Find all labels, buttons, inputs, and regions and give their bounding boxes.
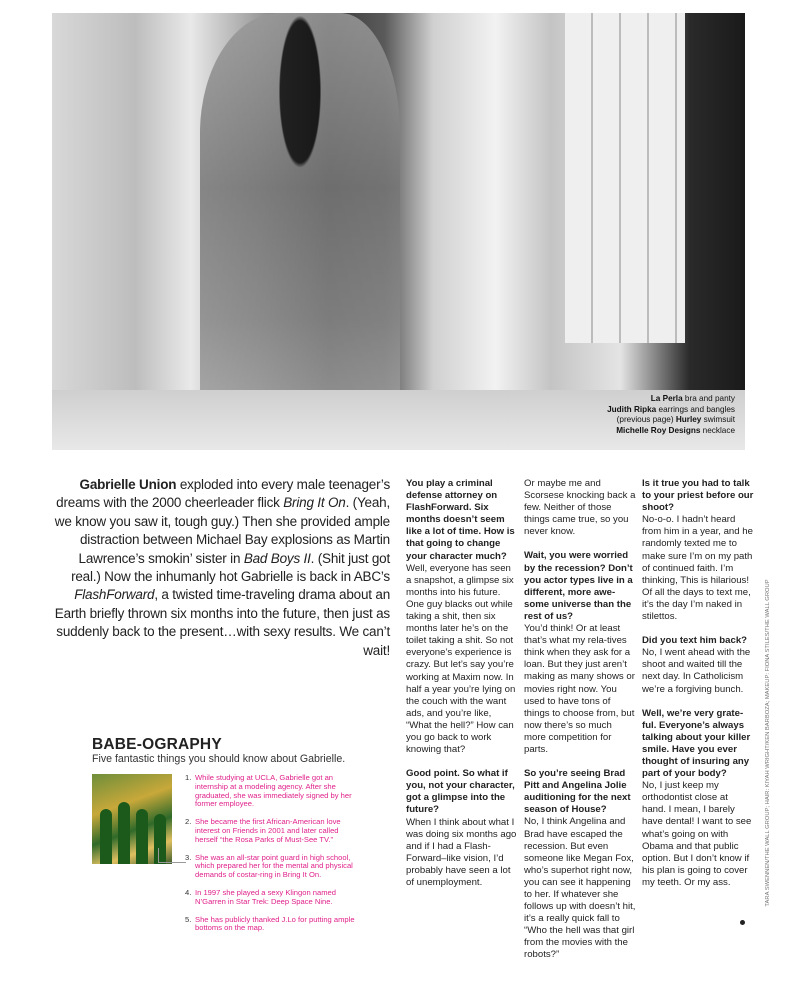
babeography-item xyxy=(185,854,355,880)
item-number: 4. xyxy=(185,887,192,897)
question: Well, we’re very grate-ful. Everyone’s always talking about your killer smile. Have you ever thought of insuring any part of your body? xyxy=(642,707,751,780)
item-number: 5. xyxy=(185,914,192,924)
intro-paragraph: Gabrielle Union exploded into every male teenager’s dreams with the 2000 cheerleader flick Bring It On. (Yeah, we know you saw it, tough guy.) Then she provided ample distraction between Michael Bay explosions as Martin Lawrence’s smokin’ sister in Bad Boys II. (Shit just got real.) Now the inhumanly hot Gabrielle is back in ABC’s FlashForward, a twisted time-traveling drama about an Earth briefly thrown six months into the future, then just as suddenly back to the present…with sexy results. We can’t wait! xyxy=(54,477,390,658)
babeography-list xyxy=(185,774,355,942)
question: Is it true you had to talk to your priest before our shoot? xyxy=(642,478,754,514)
answer: When I think about what I was doing six months ago and if I had a Flash-Forward–like vision, I’d probably have seen a lot of unemployment. xyxy=(406,816,517,888)
photo-window xyxy=(565,13,685,343)
hero-photo xyxy=(52,13,745,450)
answer: Or maybe me and Scorsese knocking back a few. Neither of those things came true, so you never know. xyxy=(524,478,636,538)
interview-column-3 xyxy=(642,478,754,901)
babeography-item xyxy=(185,774,355,809)
interview-column-2 xyxy=(524,478,636,974)
question: Did you text him back? xyxy=(642,635,748,647)
item-text: She has publicly thanked J.Lo for putting ample bottoms on the map. xyxy=(195,914,355,933)
babeography-item xyxy=(185,818,355,844)
item-number: 1. xyxy=(185,773,192,782)
qa-block xyxy=(642,635,754,695)
answer: No, I went ahead with the shoot and waited till the next day. In Catholicism we’re a forgiving bunch. xyxy=(642,647,751,695)
interview-column-1 xyxy=(406,478,518,901)
answer: Well, everyone has seen a snapshot, a glimpse six months into his future. One guy blacks out while taking a shit, then six months later he’s on the toilet taking a shit. So not everyone’s experience is crazy. But let’s say you’re working at Maxim now. In half a year you’re lying on the couch with the want ads, and you’re like, “What the hell?” How can you go back to work knowing that? xyxy=(406,562,516,756)
item-text: While studying at UCLA, Gabrielle got an internship at a modeling agency. After she graduated, she was immediately signed by her former employee. xyxy=(195,773,352,809)
connector-line xyxy=(158,862,186,863)
answer: No, I think Angelina and Brad have escaped the recession. But even someone like Megan Fox, who’s superhot right now, you can see it happening to her. If whatever she follows up with doesn’t hit, it’s a really quick fall to “Who the hell was that girl from the movies with the robots?” xyxy=(524,816,636,961)
photo-figure xyxy=(200,13,400,450)
qa-block xyxy=(642,478,754,623)
answer: No-o-o. I hadn’t heard from him in a year, and he randomly texted me to make sure I’m on my path of continued faith. I’m thinking, This is hilarious! Of all the days to text me, it’s the day I’m naked in stilettos. xyxy=(642,514,753,623)
babeography-subtitle: Five fantastic things you should know about Gabrielle. xyxy=(92,753,346,765)
qa-block xyxy=(406,478,518,756)
qa-block xyxy=(642,708,754,889)
qa-block xyxy=(524,478,636,538)
item-text: She became the first African-American love interest on Friends in 2001 and later called herself “the Rosa Parks of Must-See TV.” xyxy=(195,817,341,844)
item-text: She was an all-star point guard in high school, which prepared her for the mental and physical demands of costar-ring in Bring It On. xyxy=(195,852,353,880)
qa-block xyxy=(524,550,636,756)
babeography-item xyxy=(185,889,355,907)
qa-block xyxy=(406,768,518,889)
end-mark xyxy=(740,920,745,925)
photo-credits: TARA SWENNEN/THE WALL GROUP; HAIR: KIYAH WRIGHT/KEN BARBOZA; MAKEUP: FIONA STILES/THE WALL GROUP xyxy=(765,579,771,907)
question: Wait, you were worried by the recession? Don’t you actor types live in a different, more awe-some universe than the rest of us? xyxy=(524,550,633,622)
item-number: 2. xyxy=(185,817,192,827)
babeography-item xyxy=(185,916,355,934)
cheerleader-thumbnail xyxy=(92,774,172,864)
question: Good point. So what if you, not your character, got a glimpse into the future? xyxy=(406,768,515,816)
babeography-title: BABE-OGRAPHY xyxy=(92,736,222,753)
answer: No, I just keep my orthodontist close at hand. I mean, I barely have dental! I want to see what’s going on with Obama and that public option. But I don’t know if his plan is going to cover my teeth. Or my ass. xyxy=(642,780,752,888)
connector-line xyxy=(158,848,159,862)
question: You play a criminal defense attorney on FlashForward. Six months doesn’t seem like a lot of time. How is that going to change your character much? xyxy=(406,478,515,562)
answer: You’d think! Or at least that’s what my rela-tives think when they ask for a loan. But they just aren’t making as many shows or movies right now. You used to have tons of things to choose from, but now there’s so much more competition for parts. xyxy=(524,623,635,755)
question: So you’re seeing Brad Pitt and Angelina Jolie auditioning for the next season of House? xyxy=(524,768,631,816)
photo-caption: La Perla bra and panty Judith Ripka earrings and bangles (previous page) Hurley swimsuit Michelle Roy Designs necklace xyxy=(607,394,735,435)
item-text: In 1997 she played a sexy Klingon named N’Garren in Star Trek: Deep Space Nine. xyxy=(195,887,337,906)
qa-block xyxy=(524,768,636,962)
item-number: 3. xyxy=(185,852,192,862)
